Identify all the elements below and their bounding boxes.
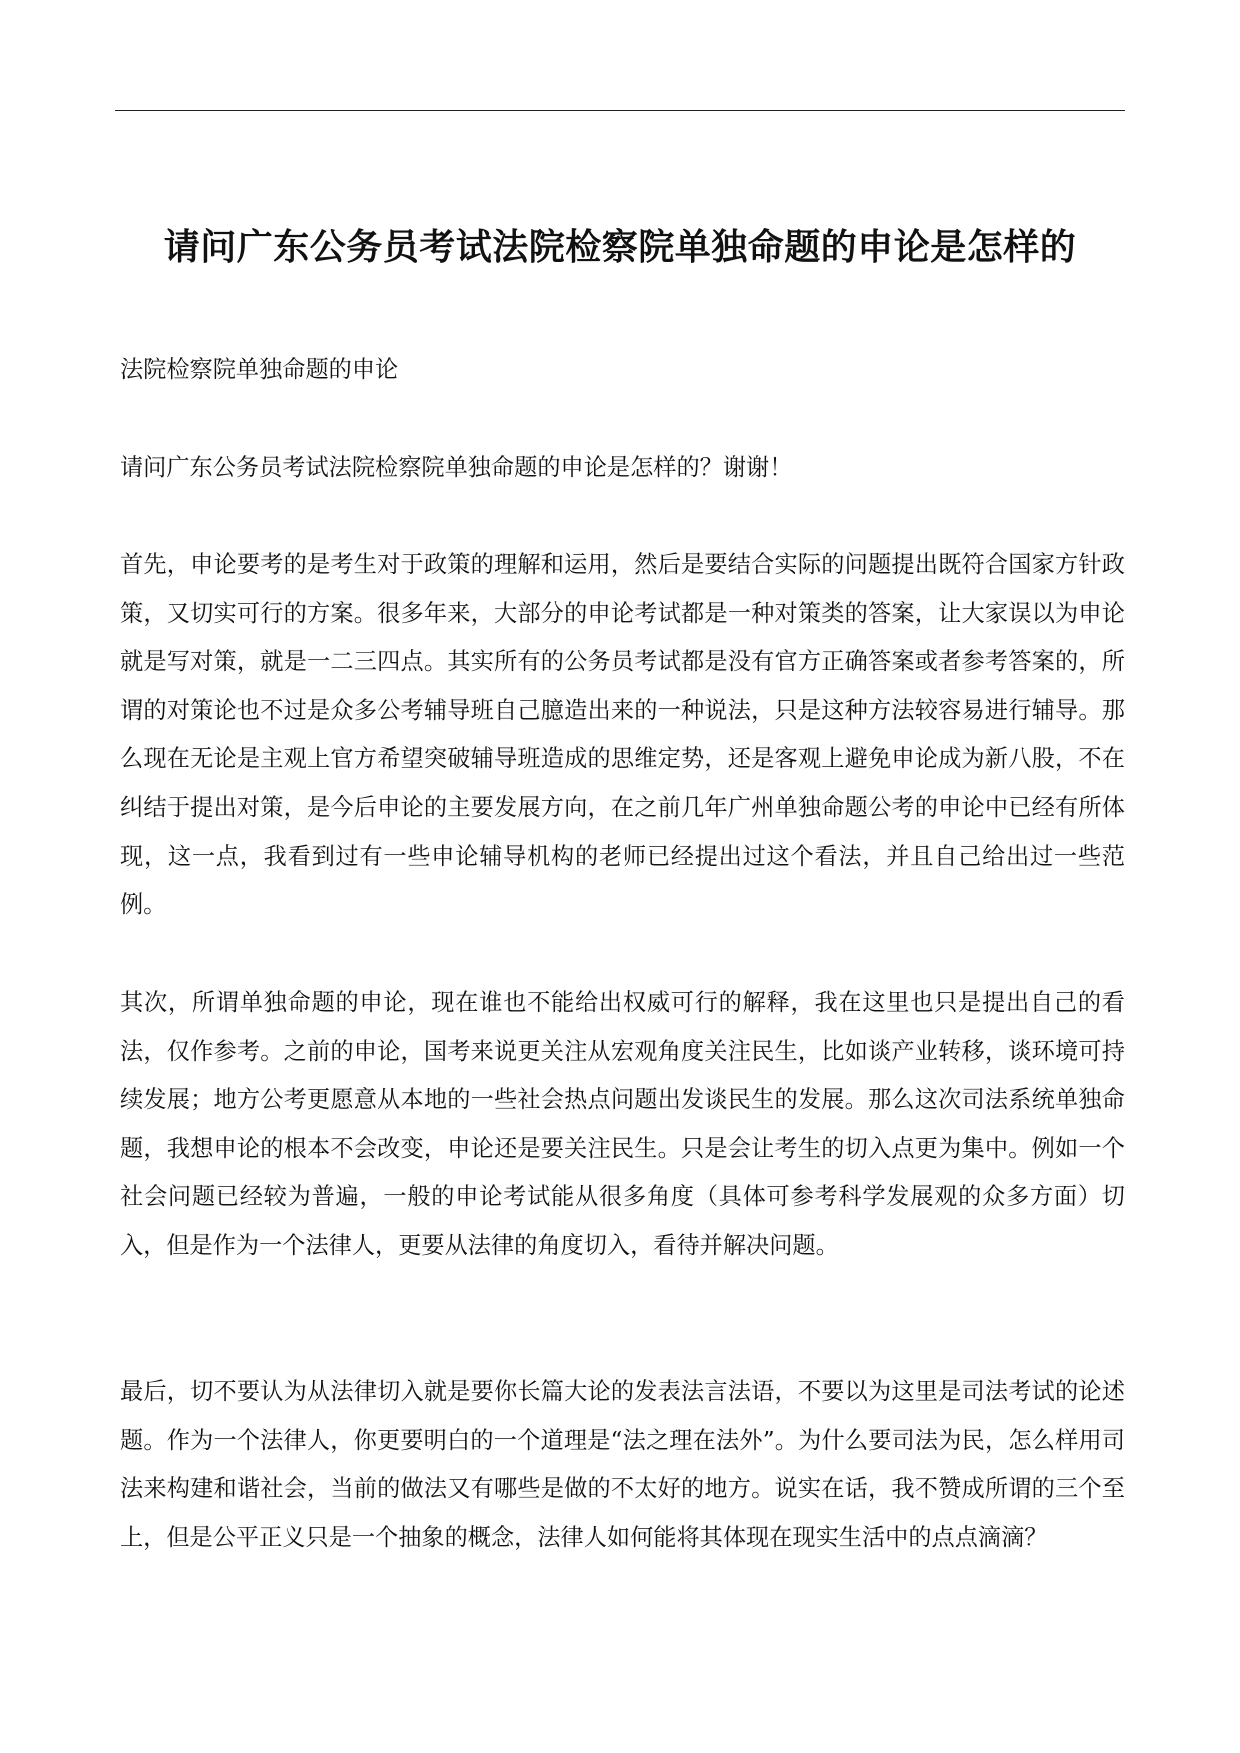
question-text: 请问广东公务员考试法院检察院单独命题的申论是怎样的？谢谢！ (120, 454, 793, 481)
paragraph-second: 其次，所谓单独命题的申论，现在谁也不能给出权威可行的解释，我在这里也只是提出自己的看法，仅作参考。之前的申论，国考来说更关注从宏观角度关注民生，比如谈产业转移，谈环境可持续发展；地方公考更愿意从本地的一些社会热点问题出发谈民生的发展。那么这次司法系统单独命题，我想申论的根本不会改变，申论还是要关注民生。只是会让考生的切入点更为集中。例如一个社会问题已经较为普遍，一般的申论考试能从很多角度（具体可参考科学发展观的众多方面）切入，但是作为一个法律人，更要从法律的角度切入，看待并解决问题。 (120, 989, 1125, 1259)
header-rule (115, 110, 1125, 111)
document-subtitle: 法院检察院单独命题的申论 (120, 356, 399, 383)
document-title: 请问广东公务员考试法院检察院单独命题的申论是怎样的 (163, 226, 1077, 268)
paragraph-first: 首先，申论要考的是考生对于政策的理解和运用，然后是要结合实际的问题提出既符合国家方针政策，又切实可行的方案。很多年来，大部分的申论考试都是一种对策类的答案，让大家误以为申论就是写对策，就是一二三四点。其实所有的公务员考试都是没有官方正确答案或者参考答案的，所谓的对策论也不过是众多公考辅导班自己臆造出来的一种说法，只是这种方法较容易进行辅导。那么现在无论是主观上官方希望突破辅导班造成的思维定势，还是客观上避免申论成为新八股，不在纠结于提出对策，是今后申论的主要发展方向，在之前几年广州单独命题公考的申论中已经有所体现，这一点，我看到过有一些申论辅导机构的老师已经提出过这个看法，并且自己给出过一些范例。 (120, 551, 1125, 919)
paragraph-third: 最后，切不要认为从法律切入就是要你长篇大论的发表法言法语，不要以为这里是司法考试的论述题。作为一个法律人，你更要明白的一个道理是“法之理在法外”。为什么要司法为民，怎么样用司法来构建和谐社会，当前的做法又有哪些是做的不太好的地方。说实在话，我不赞成所谓的三个至上，但是公平正义只是一个抽象的概念，法律人如何能将其体现在现实生活中的点点滴滴？ (120, 1378, 1125, 1551)
